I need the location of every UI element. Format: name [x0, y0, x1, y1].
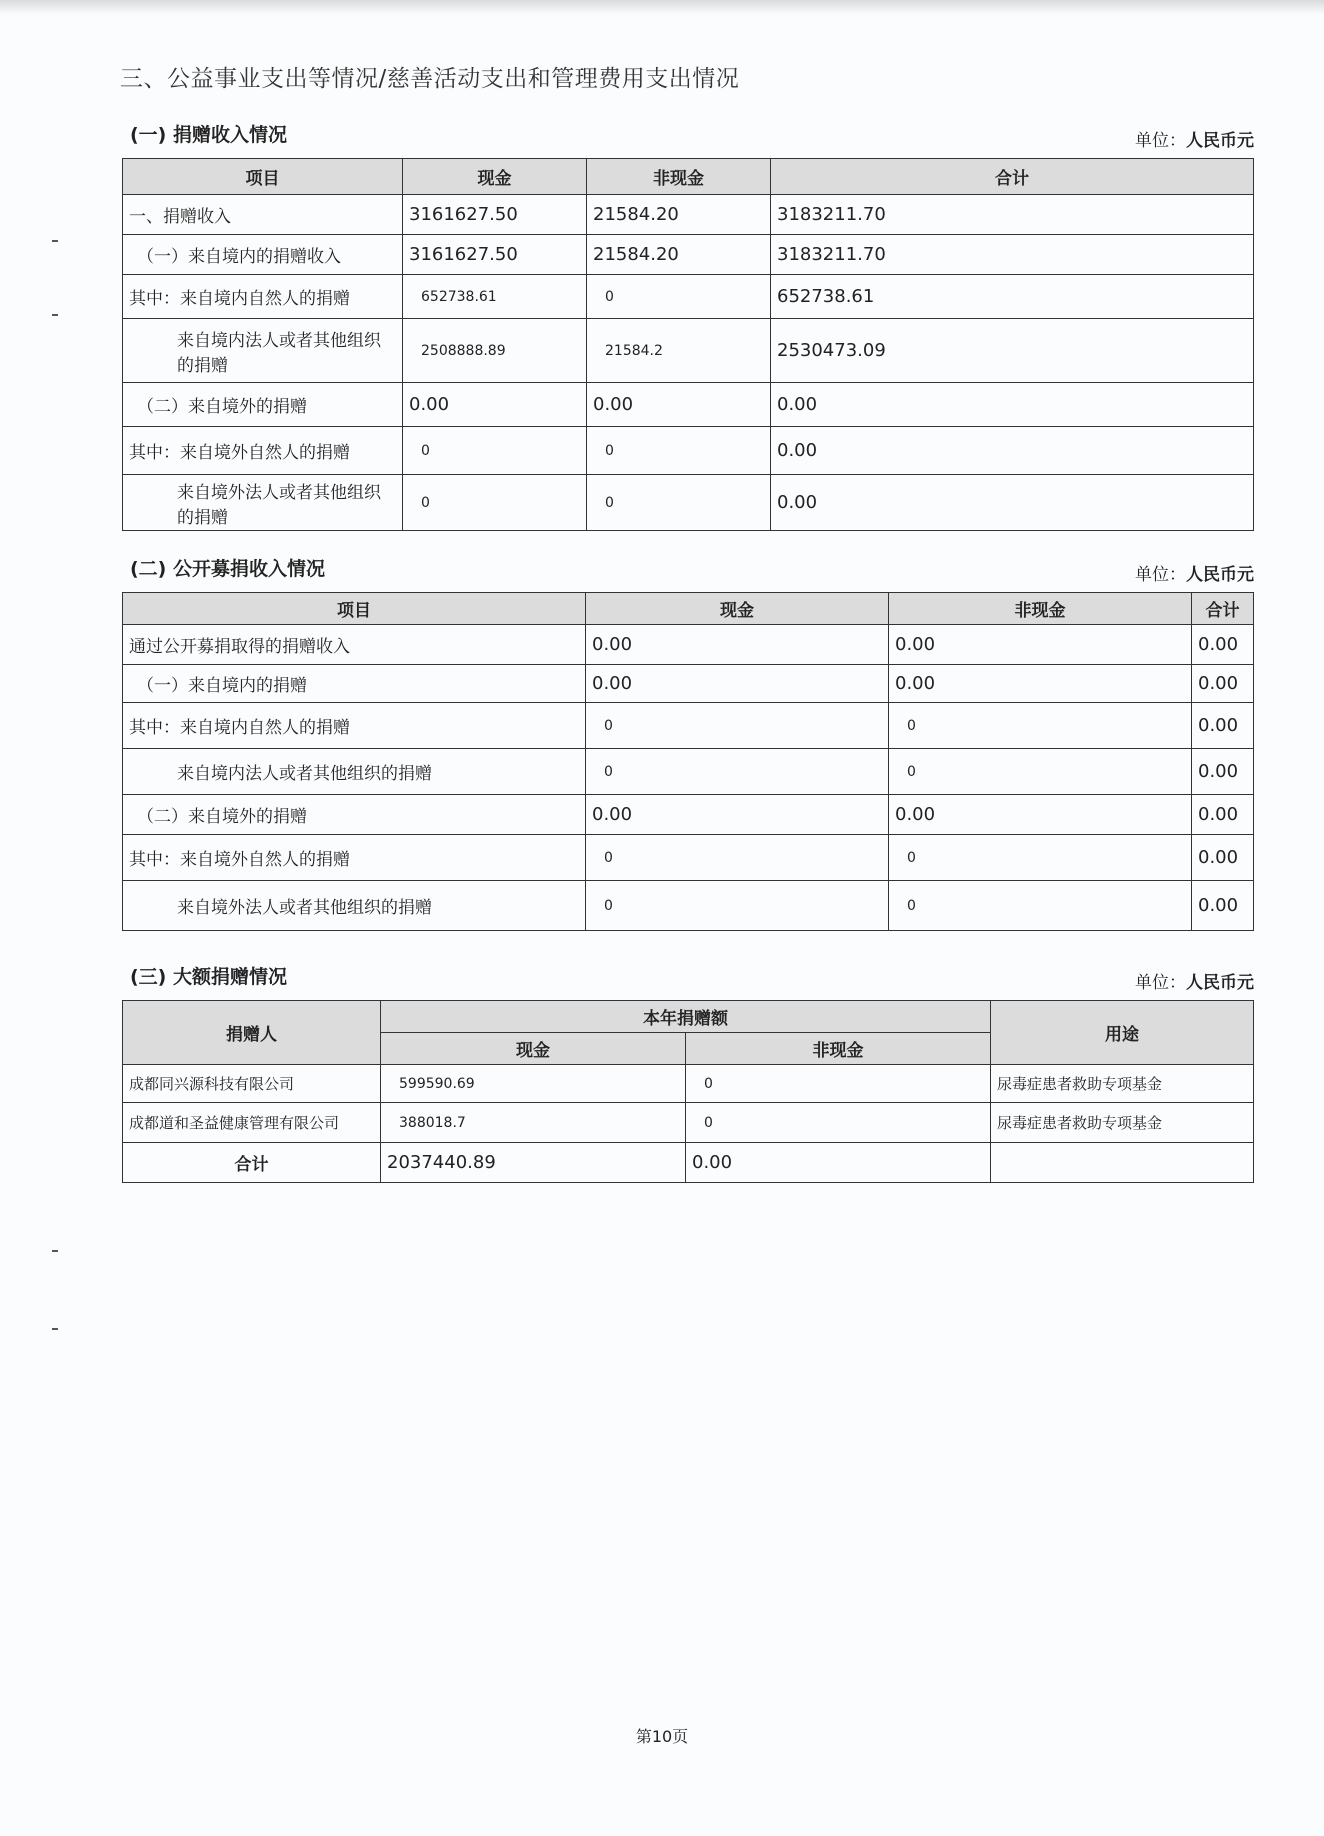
cash-cell: 652738.61	[403, 275, 587, 319]
table1-title: (一) 捐赠收入情况	[130, 124, 287, 146]
col-header-item: 项目	[123, 593, 586, 625]
table-row	[123, 319, 1254, 383]
noncash-cell: 0	[587, 475, 771, 531]
row-label: 一、捐赠收入	[123, 195, 403, 235]
table1-header	[122, 120, 1254, 150]
table2-title: (二) 公开募捐收入情况	[130, 558, 325, 580]
table-row	[123, 383, 1254, 427]
purpose-cell: 尿毒症患者救助专项基金	[991, 1065, 1254, 1103]
row-label: 来自境内法人或者其他组织的捐赠	[123, 749, 586, 795]
cash-cell: 0.00	[586, 625, 889, 665]
table2-unit: 单位：人民币元	[1135, 565, 1254, 585]
cash-cell: 0	[586, 881, 889, 931]
section-title: 三、公益事业支出等情况/慈善活动支出和管理费用支出情况	[120, 66, 740, 92]
table-row	[123, 881, 1254, 931]
noncash-cell: 0	[889, 749, 1192, 795]
noncash-cell: 0.00	[889, 795, 1192, 835]
row-label: 来自境外法人或者其他组织的捐赠	[123, 475, 403, 531]
noncash-cell: 0	[889, 703, 1192, 749]
noncash-cell: 21584.2	[587, 319, 771, 383]
public-fundraising-table	[122, 592, 1254, 931]
noncash-cell: 0	[587, 275, 771, 319]
table3-header	[122, 962, 1254, 992]
noncash-cell: 0.00	[587, 383, 771, 427]
col-header-purpose: 用途	[991, 1001, 1254, 1065]
total-cell: 0.00	[771, 427, 1254, 475]
row-label: （二）来自境外的捐赠	[123, 383, 403, 427]
row-label: 其中：来自境内自然人的捐赠	[123, 275, 403, 319]
cash-cell: 0	[403, 475, 587, 531]
scan-mark	[52, 314, 58, 316]
total-cell: 0.00	[1192, 795, 1254, 835]
cash-cell: 0.00	[403, 383, 587, 427]
col-header-noncash: 非现金	[686, 1033, 991, 1065]
col-header-amount: 本年捐赠额	[381, 1001, 991, 1033]
total-cell: 0.00	[1192, 625, 1254, 665]
noncash-cell: 0	[686, 1065, 991, 1103]
noncash-cell: 21584.20	[587, 195, 771, 235]
table-row	[123, 1103, 1254, 1143]
table-row	[123, 795, 1254, 835]
row-label: 其中：来自境外自然人的捐赠	[123, 427, 403, 475]
col-header-cash: 现金	[403, 159, 587, 195]
row-label: （一）来自境内的捐赠收入	[123, 235, 403, 275]
row-label: 其中：来自境外自然人的捐赠	[123, 835, 586, 881]
col-header-noncash: 非现金	[587, 159, 771, 195]
total-cell: 0.00	[1192, 665, 1254, 703]
table-row	[123, 1065, 1254, 1103]
total-cell: 0.00	[1192, 835, 1254, 881]
table-row	[123, 427, 1254, 475]
total-cell: 2530473.09	[771, 319, 1254, 383]
cash-cell: 0.00	[586, 665, 889, 703]
table3-unit: 单位：人民币元	[1135, 973, 1254, 993]
total-cell: 0.00	[771, 475, 1254, 531]
row-label: 来自境内法人或者其他组织的捐赠	[123, 319, 403, 383]
scan-mark	[52, 240, 58, 242]
donor-cell: 成都道和圣益健康管理有限公司	[123, 1103, 381, 1143]
cash-cell: 0.00	[586, 795, 889, 835]
table-header-row	[123, 593, 1254, 625]
table-row	[123, 665, 1254, 703]
total-cell: 0.00	[1192, 749, 1254, 795]
total-cell: 3183211.70	[771, 195, 1254, 235]
purpose-cell: 尿毒症患者救助专项基金	[991, 1103, 1254, 1143]
large-donation-table	[122, 1000, 1254, 1183]
table-row	[123, 275, 1254, 319]
cash-cell: 3161627.50	[403, 195, 587, 235]
cash-cell: 0	[403, 427, 587, 475]
cash-cell: 0	[586, 703, 889, 749]
noncash-cell: 0	[889, 881, 1192, 931]
col-header-donor: 捐赠人	[123, 1001, 381, 1065]
total-label: 合计	[123, 1143, 381, 1183]
table-row	[123, 625, 1254, 665]
noncash-cell: 0.00	[889, 625, 1192, 665]
col-header-cash: 现金	[381, 1033, 686, 1065]
col-header-total: 合计	[771, 159, 1254, 195]
scan-mark	[52, 1250, 58, 1252]
row-label: 通过公开募捐取得的捐赠收入	[123, 625, 586, 665]
table-row	[123, 749, 1254, 795]
total-cell: 0.00	[1192, 881, 1254, 931]
table-row	[123, 703, 1254, 749]
total-cash-cell: 2037440.89	[381, 1143, 686, 1183]
table-header-row	[123, 1001, 1254, 1033]
noncash-cell: 21584.20	[587, 235, 771, 275]
total-purpose-cell	[991, 1143, 1254, 1183]
cash-cell: 3161627.50	[403, 235, 587, 275]
total-cell: 652738.61	[771, 275, 1254, 319]
table3-title: (三) 大额捐赠情况	[130, 966, 287, 988]
scan-top-edge	[0, 0, 1324, 14]
total-noncash-cell: 0.00	[686, 1143, 991, 1183]
noncash-cell: 0	[686, 1103, 991, 1143]
cash-cell: 0	[586, 835, 889, 881]
table-row	[123, 235, 1254, 275]
cash-cell: 599590.69	[381, 1065, 686, 1103]
noncash-cell: 0.00	[889, 665, 1192, 703]
row-label: （一）来自境内的捐赠	[123, 665, 586, 703]
col-header-cash: 现金	[586, 593, 889, 625]
row-label: 其中：来自境内自然人的捐赠	[123, 703, 586, 749]
scan-mark	[52, 1328, 58, 1330]
table-row	[123, 475, 1254, 531]
total-cell: 0.00	[1192, 703, 1254, 749]
table-row	[123, 195, 1254, 235]
col-header-item: 项目	[123, 159, 403, 195]
cash-cell: 2508888.89	[403, 319, 587, 383]
cash-cell: 388018.7	[381, 1103, 686, 1143]
total-cell: 3183211.70	[771, 235, 1254, 275]
noncash-cell: 0	[889, 835, 1192, 881]
noncash-cell: 0	[587, 427, 771, 475]
table-row	[123, 835, 1254, 881]
col-header-total: 合计	[1192, 593, 1254, 625]
total-cell: 0.00	[771, 383, 1254, 427]
row-label: （二）来自境外的捐赠	[123, 795, 586, 835]
donation-income-table	[122, 158, 1254, 531]
table-total-row	[123, 1143, 1254, 1183]
row-label: 来自境外法人或者其他组织的捐赠	[123, 881, 586, 931]
table-header-row	[123, 159, 1254, 195]
page-number: 第10页	[635, 1727, 689, 1746]
col-header-noncash: 非现金	[889, 593, 1192, 625]
cash-cell: 0	[586, 749, 889, 795]
donor-cell: 成都同兴源科技有限公司	[123, 1065, 381, 1103]
table2-header	[122, 554, 1254, 584]
table1-unit: 单位：人民币元	[1135, 131, 1254, 151]
